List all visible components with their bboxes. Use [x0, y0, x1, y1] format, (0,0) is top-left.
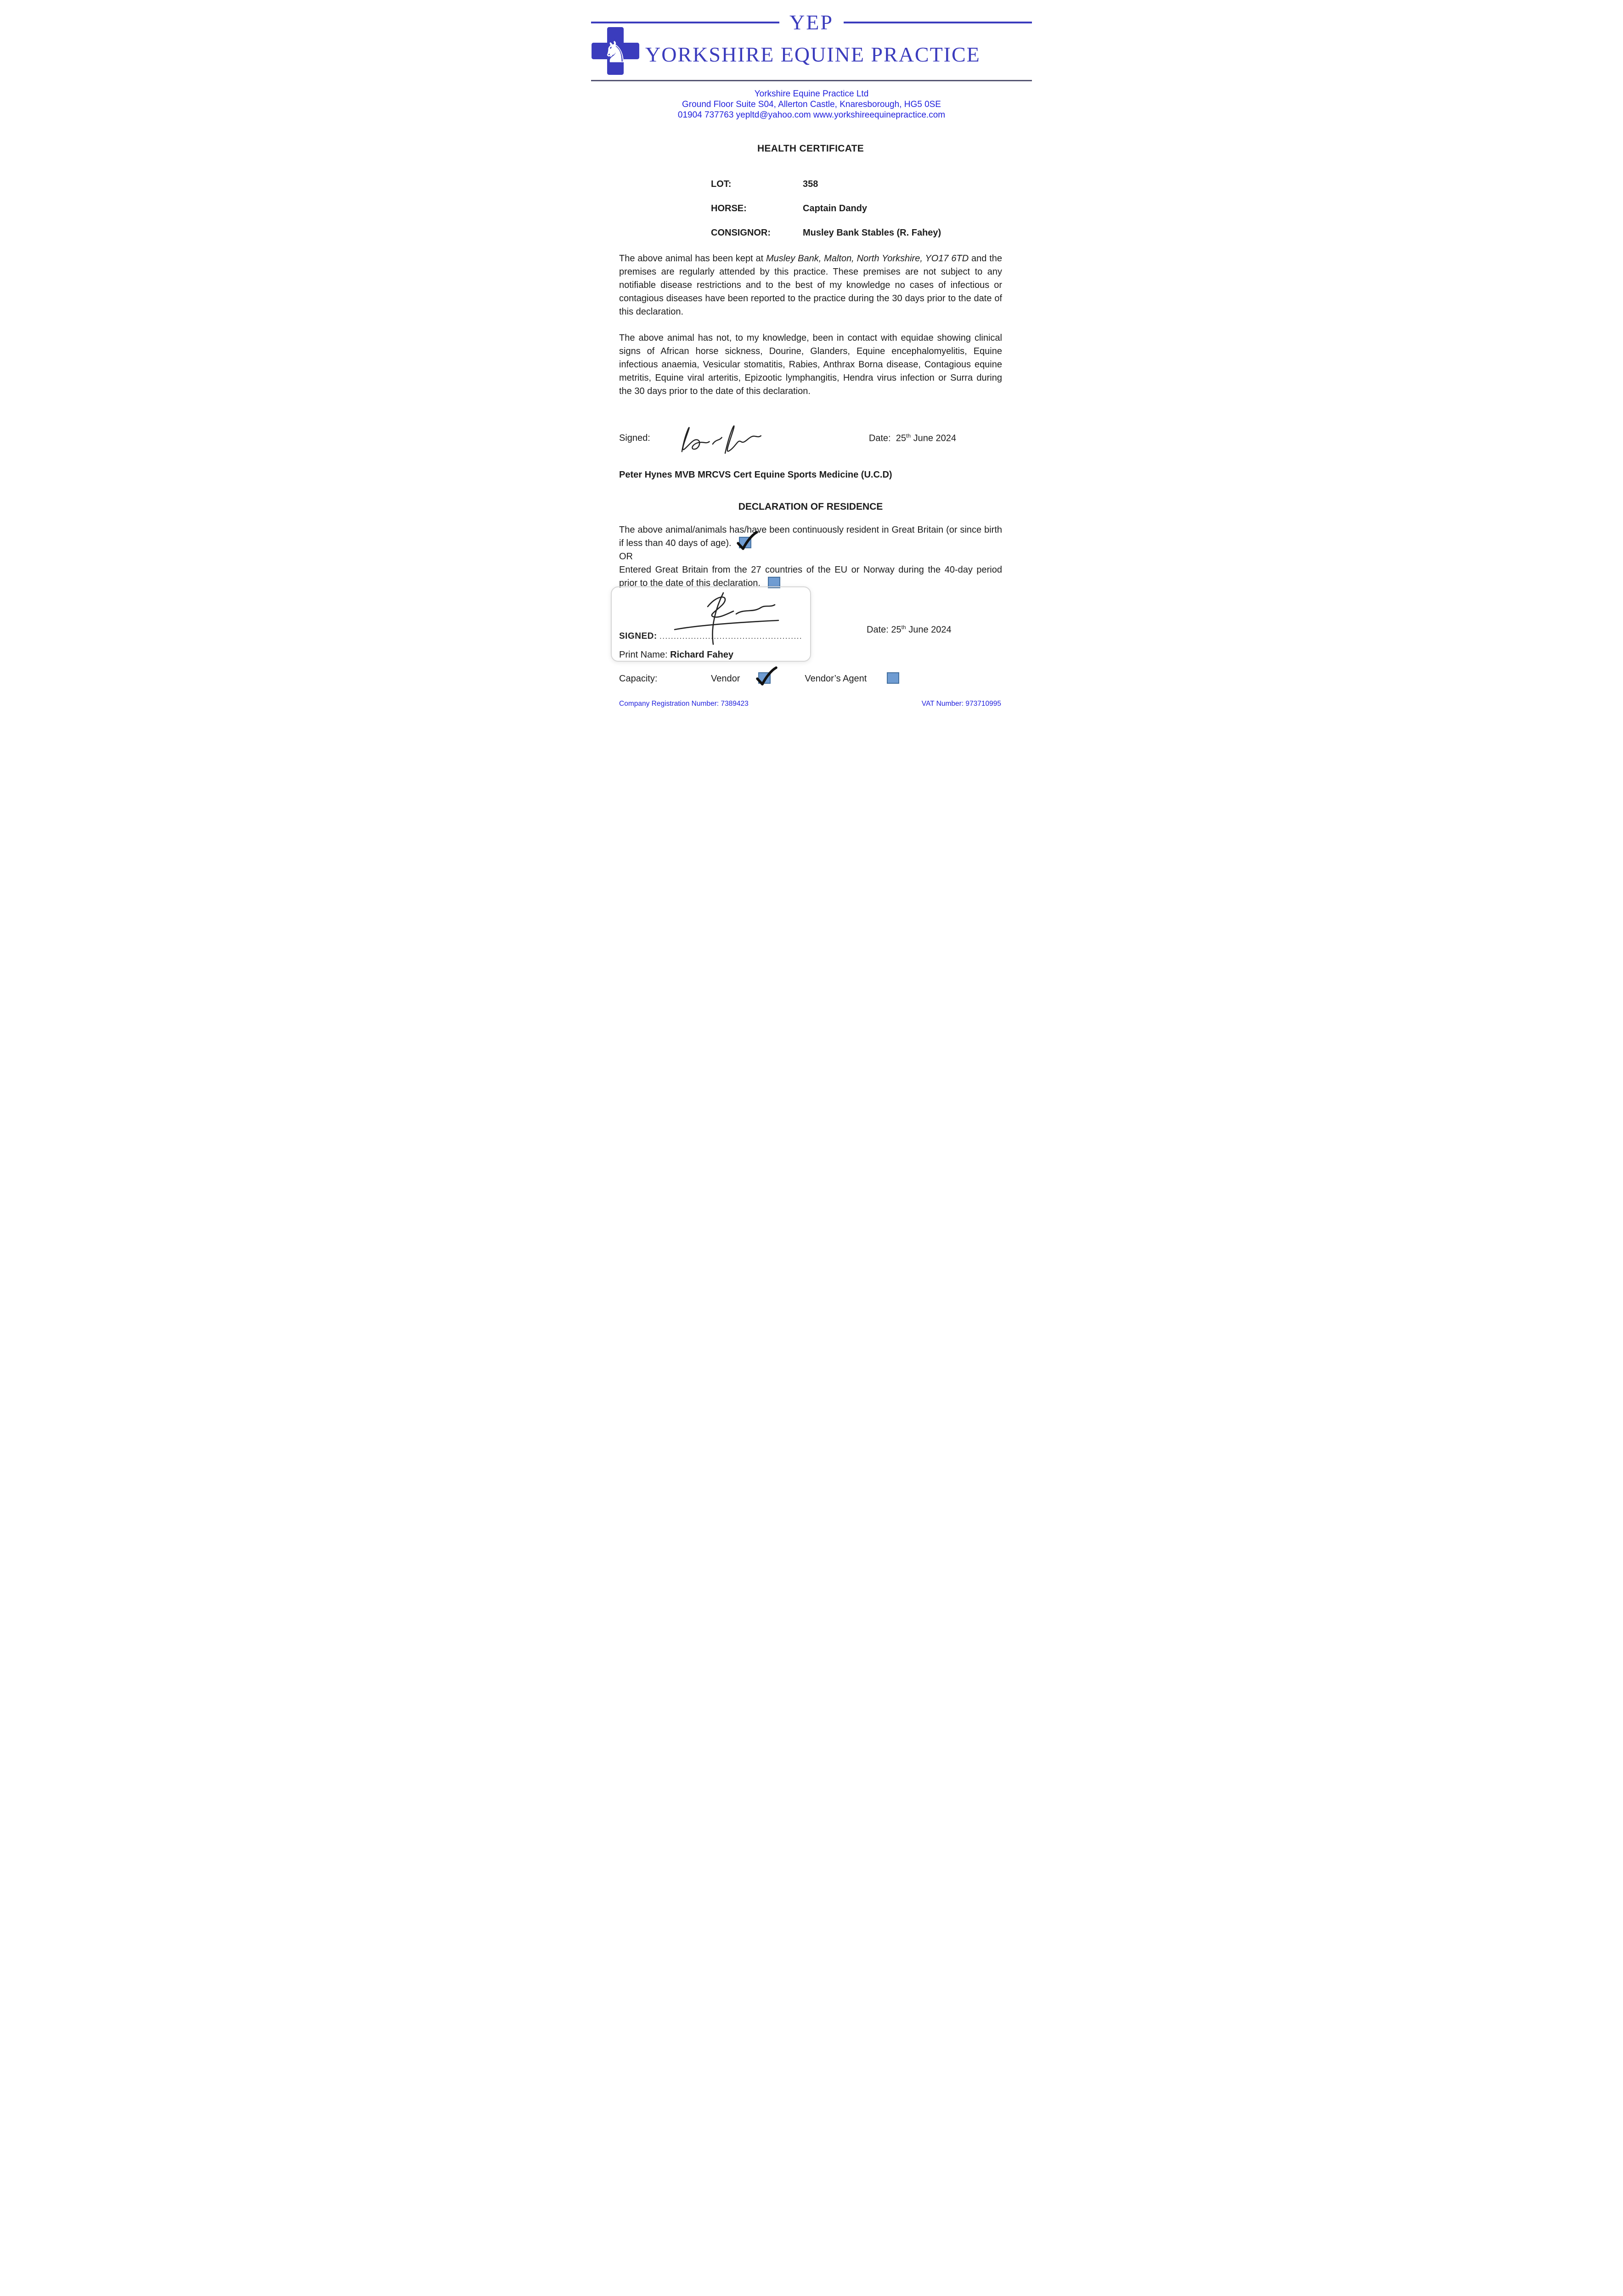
declaration-date-rest: June 2024 — [908, 625, 952, 635]
print-name-value: Richard Fahey — [670, 650, 733, 660]
vet-name: Peter Hynes MVB MRCVS Cert Equine Sports Medicine (U.C.D) — [619, 470, 892, 480]
company-contact: 01904 737763 yepltd@yahoo.com www.yorkshireequinepractice.com — [677, 110, 946, 120]
print-name-row — [619, 650, 733, 660]
date-label: Date: — [868, 433, 891, 444]
kept-at-text-1: The above animal has been kept at — [619, 253, 766, 264]
field-horse-label: HORSE: — [711, 203, 747, 214]
header-divider — [591, 80, 1032, 81]
letterhead-title-row — [591, 34, 1032, 75]
letterhead — [559, 12, 1064, 120]
residence-option-2-text: Entered Great Britain from the 27 countries of the EU or Norway during the 40-day period prior to the date of this declaration. — [619, 565, 1002, 588]
field-consignor — [711, 228, 1002, 238]
residence-option-1-text: The above animal/animals has/have been continuously resident in Great Britain (or since birth if less than 40 days of age). — [619, 525, 1002, 548]
vat-number: VAT Number: 973710995 — [921, 700, 1001, 708]
vendor-checkbox — [758, 672, 771, 684]
signed-line — [619, 631, 802, 642]
field-lot-label: LOT: — [711, 179, 732, 189]
document-title: HEALTH CERTIFICATE — [757, 143, 864, 154]
field-lot — [711, 179, 1002, 190]
checkmark-icon — [755, 667, 778, 687]
signed-line-label: SIGNED: — [619, 631, 657, 641]
rule-left — [591, 22, 779, 23]
letterhead-abbr-row — [591, 12, 1032, 33]
signature-dotted-line: .................................................. — [659, 632, 803, 641]
field-consignor-label: CONSIGNOR: — [711, 228, 771, 238]
or-separator: OR — [619, 551, 633, 562]
residence-option-1 — [619, 523, 1002, 550]
practice-abbr: YEP — [789, 11, 834, 34]
vendor-signature-area — [619, 597, 1002, 667]
field-horse-value: Captain Dandy — [803, 203, 868, 214]
certificate-date — [869, 433, 956, 444]
date-rest: June 2024 — [913, 433, 956, 444]
capacity-label: Capacity: — [619, 674, 658, 684]
rule-right — [844, 22, 1032, 23]
document-body — [559, 143, 1064, 684]
declaration-title: DECLARATION OF RESIDENCE — [738, 501, 883, 512]
premises-address: Musley Bank, Malton, North Yorkshire, YO17 6TD — [766, 253, 969, 264]
date-ordinal: th — [906, 432, 911, 439]
certificate-fields — [711, 179, 1002, 238]
company-address: Ground Floor Suite S04, Allerton Castle, Knaresborough, HG5 0SE — [682, 100, 941, 109]
practice-name: YORKSHIRE EQUINE PRACTICE — [645, 43, 981, 66]
capacity-row — [619, 674, 1002, 684]
declaration-date-day: 25 — [891, 625, 902, 635]
footer — [619, 700, 1001, 708]
vendor-label: Vendor — [711, 674, 740, 684]
contact-block — [559, 89, 1064, 120]
residence-gb-checkbox — [739, 537, 751, 548]
signed-label: Signed: — [619, 433, 650, 443]
print-name-label: Print Name: — [619, 650, 668, 660]
field-lot-value: 358 — [803, 179, 818, 189]
field-horse — [711, 203, 1002, 214]
declaration-date-ordinal: th — [901, 624, 906, 630]
blue-cross-horse-logo-icon — [591, 27, 640, 75]
contact-diseases-paragraph: The above animal has not, to my knowledge, been in contact with equidae showing clinical signs of African horse sickness, Dourine, Glanders, Equine encephalomyelitis, Equine infectious anaemia, Vesicular stomatitis, Rabies, Anthrax Borna disease, Contagious equine metritis, Equine viral arteritis, Epizootic lymphangitis, Hendra virus infection or Surra during the 30 days prior to the date of this declaration. — [619, 333, 1002, 396]
checkmark-icon — [736, 531, 758, 551]
vendors-agent-label: Vendor’s Agent — [805, 674, 867, 684]
vet-signature — [668, 418, 773, 458]
field-consignor-value: Musley Bank Stables (R. Fahey) — [803, 228, 941, 238]
date-day: 25 — [896, 433, 906, 444]
declaration-date — [867, 624, 952, 636]
kept-at-paragraph — [619, 252, 1002, 319]
company-name: Yorkshire Equine Practice Ltd — [754, 89, 869, 99]
declaration-date-label: Date: — [867, 625, 889, 635]
health-certificate-page — [559, 0, 1064, 715]
kept-at-text-2: and the premises are regularly attended by this practice. These premises are not subject to any notifiable disease restrictions and to the best of my knowledge no cases of infectious or contagious diseases have been reported to the practice during the 30 days prior to the date of this declaration. — [619, 253, 1002, 317]
svg-text:♞: ♞ — [602, 35, 629, 69]
vet-signature-row — [619, 418, 1002, 458]
company-registration-number: Company Registration Number: 7389423 — [619, 700, 749, 708]
vendors-agent-checkbox — [887, 672, 899, 684]
